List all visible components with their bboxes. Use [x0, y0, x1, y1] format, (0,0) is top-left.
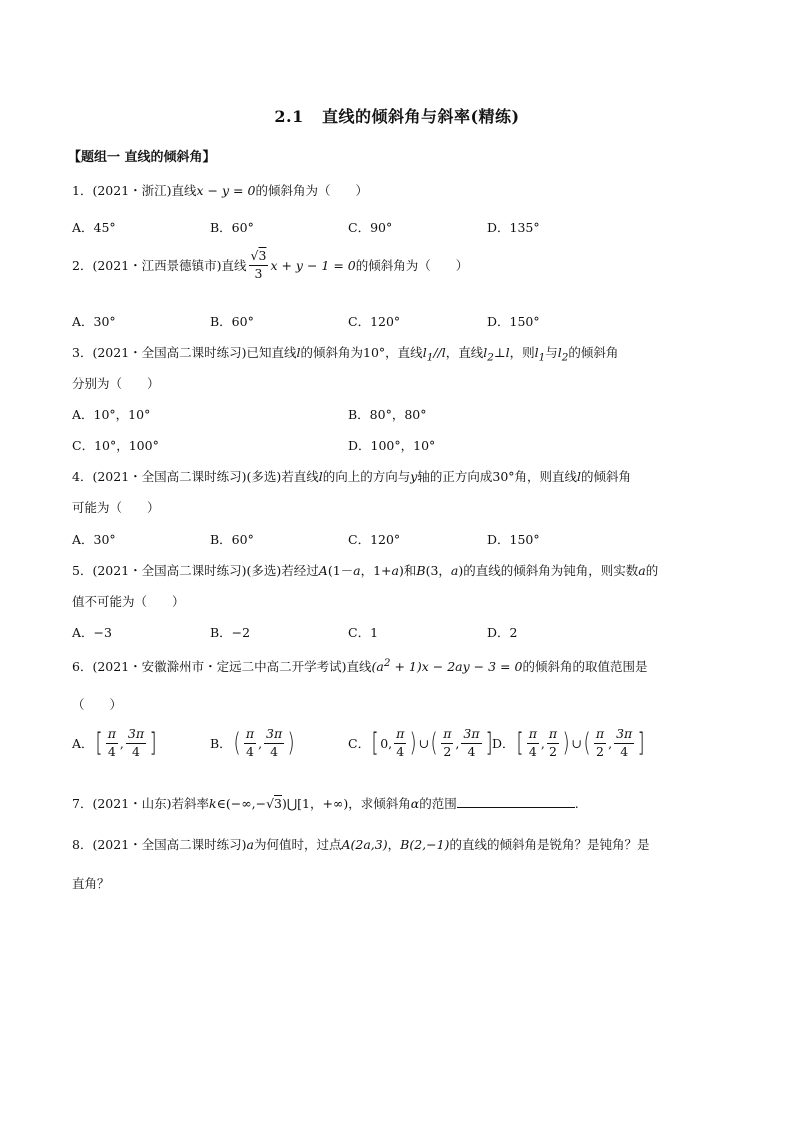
question-6 [72, 657, 647, 675]
math-point-B: B(2,−1) [400, 837, 450, 852]
question-7-middle: ，求倾斜角 [348, 796, 411, 811]
question-4-text: 的向上的方向与 [322, 469, 411, 484]
question-8 [72, 835, 649, 853]
question-3-text: ，直线 [445, 345, 484, 360]
math-point-A: A(2a,3) [341, 837, 388, 852]
math-a: a [638, 563, 646, 578]
question-4-text: 轴的正方向成30°角，则直线 [417, 469, 578, 484]
question-1-option-b: B．60° [210, 220, 254, 235]
math-l1: $l_1$ [534, 345, 546, 364]
question-3-text: 3．(2021・全国高二课时练习)已知直线 [72, 345, 297, 360]
math-a: a [391, 563, 399, 578]
question-3-line-2: 分别为（ ） [72, 376, 160, 391]
question-2-option-a: A．30° [72, 314, 116, 329]
question-4-text: 4．(2021・全国高二课时练习)(多选)若直线 [72, 469, 319, 484]
question-4 [72, 467, 631, 485]
question-5 [72, 561, 658, 579]
question-2-equation: x + y − 1 = 0 [270, 257, 356, 273]
math-a: a [246, 837, 254, 852]
question-3-option-c: C．10°，100° [72, 438, 159, 453]
question-3-text: 的倾斜角 [568, 345, 619, 360]
question-3-text: 的倾斜角为10°，直线 [300, 345, 423, 360]
question-8-line-2: 直角？ [72, 876, 110, 891]
question-7-suffix: 的范围 [419, 796, 457, 811]
question-8-text: ， [387, 837, 401, 852]
question-6-equation: $(a^2 + 1)x - 2ay - 3 = 0$ [371, 657, 523, 675]
question-5-text: 5．(2021・全国高二课时练习)(多选)若经过 [72, 563, 319, 578]
question-1-option-a: A．45° [72, 220, 116, 235]
question-5-option-b: B．−2 [210, 625, 251, 640]
question-2-option-d: D．150° [487, 314, 540, 329]
question-4-option-b: B．60° [210, 532, 254, 547]
question-7-set-range: ∈(−∞,−√3)⋃[1，+∞) [216, 796, 349, 811]
question-4-line-2: 可能为（ ） [72, 500, 160, 515]
question-8-text: 的直线的倾斜角是锐角？是钝角？是 [449, 837, 650, 852]
answer-blank[interactable] [457, 794, 575, 808]
question-5-option-c: C．1 [348, 625, 379, 640]
math-alpha: α [410, 796, 420, 811]
question-8-prefix: 8．(2021・全国高二课时练习) [72, 837, 247, 852]
question-6-option-b: B． ( $\frac{\pi}{4}$ , $\frac{3\pi}{4}$ ) [210, 726, 295, 759]
question-5-line-2: 值不可能为（ ） [72, 594, 185, 609]
question-6-option-a: A． [ $\frac{\pi}{4}$ , $\frac{3\pi}{4}$ ] [72, 726, 157, 759]
math-a: a [353, 563, 361, 578]
math-y: y [410, 469, 418, 484]
question-5-text: 的 [645, 563, 659, 578]
question-4-option-a: A．30° [72, 532, 116, 547]
question-4-text: 的倾斜角 [581, 469, 632, 484]
question-6-option-a-label: A． [72, 736, 94, 751]
question-4-option-c: C．120° [348, 532, 401, 547]
question-1-suffix: 的倾斜角为（ ） [255, 183, 368, 198]
question-1 [72, 181, 368, 199]
math-B: B [416, 563, 426, 578]
question-3-option-d: D．100°，10° [348, 438, 436, 453]
question-2-fraction: $\frac{√3}{3}$ [250, 248, 267, 281]
question-7 [72, 794, 579, 812]
question-5-text: (3， [425, 563, 451, 578]
question-4-option-d: D．150° [487, 532, 540, 547]
section-heading: 【题组一 直线的倾斜角】 [68, 150, 216, 165]
question-2-option-b: B．60° [210, 314, 254, 329]
question-3-text: 与 [545, 345, 558, 360]
question-3-option-a: A．10°，10° [72, 407, 151, 422]
math-l2-perp-l: $l_2\perp l$ [483, 345, 510, 364]
question-5-text: )和 [399, 563, 417, 578]
math-l: l [577, 469, 582, 484]
question-6-option-c-label: C． [348, 736, 371, 751]
question-1-prefix: 1．(2021・浙江)直线 [72, 183, 197, 198]
question-6-prefix: 6．(2021・安徽滁州市・定远二中高二开学考试)直线 [72, 659, 372, 675]
question-3-text: ，则 [509, 345, 535, 360]
question-5-text: )的直线的倾斜角为钝角，则实数 [458, 563, 639, 578]
question-2-prefix: 2．(2021・江西景德镇市)直线 [72, 258, 247, 273]
question-7-set: k [209, 796, 217, 811]
question-6-option-d-label: D． [492, 736, 515, 751]
question-2-option-c: C．120° [348, 314, 401, 329]
question-1-equation: x − y = 0 [196, 183, 256, 198]
question-8-text: 为何值时，过点 [253, 837, 342, 852]
question-5-option-a: A．−3 [72, 625, 112, 640]
question-3-option-b: B．80°，80° [348, 407, 427, 422]
question-6-line-2: （ ） [72, 697, 123, 712]
question-2 [72, 250, 468, 280]
question-1-option-d: D．135° [487, 220, 540, 235]
question-5-text: ，1+ [360, 563, 392, 578]
question-3 [72, 343, 618, 364]
math-l: l [296, 345, 301, 360]
question-2-suffix: 的倾斜角为（ ） [355, 258, 469, 273]
question-7-prefix: 7．(2021・山东)若斜率 [72, 796, 210, 811]
question-6-option-b-label: B． [210, 736, 232, 751]
question-6-option-c: C． [ 0, $\frac{\pi}{4}$ ) ∪ ( $\frac{\pi}{2}$ , $\frac{3\pi}{4}$ ] [348, 726, 493, 759]
question-6-option-d: D． [ $\frac{\pi}{4}$ , $\frac{\pi}{2}$ ) ∪ ( $\frac{\pi}{2}$ , $\frac{3\pi}{4}$ ] [492, 726, 645, 759]
question-6-suffix: 的倾斜角的取值范围是 [522, 659, 648, 675]
math-l1-parallel-l: $l_1//l$ [422, 345, 446, 364]
page-title: 2.1 直线的倾斜角与斜率(精练) [274, 107, 520, 126]
math-l2: $l_2$ [557, 345, 569, 364]
math-A: A [318, 563, 328, 578]
question-5-text: (1－ [327, 563, 354, 578]
question-7-end: . [574, 796, 579, 811]
math-a: a [450, 563, 459, 578]
question-1-option-c: C．90° [348, 220, 393, 235]
math-l: l [318, 469, 323, 484]
question-5-option-d: D．2 [487, 625, 518, 640]
